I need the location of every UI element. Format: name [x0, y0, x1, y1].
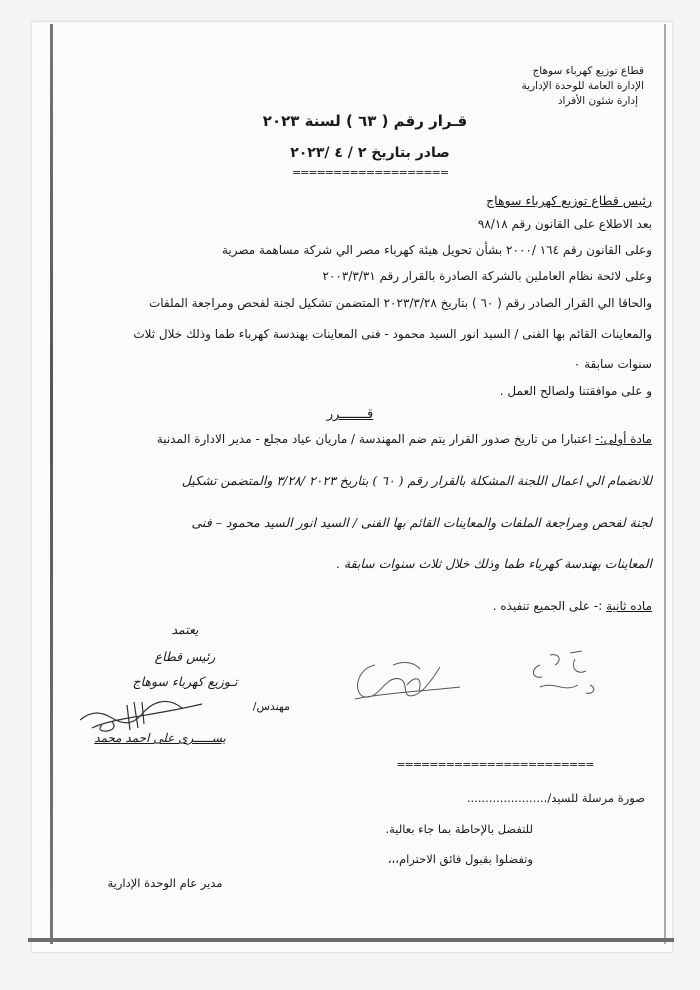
article-1-line-1: [157, 432, 652, 446]
scan-edge-left: [50, 24, 53, 944]
decision-date: صادر بتاريخ ٢ / ٤ /٢٠٢٣: [290, 145, 450, 161]
header-line-2: الإدارة العامة للوحدة الإدارية: [521, 80, 644, 92]
article-2-label: ماده ثانية: [606, 599, 652, 613]
scan-edge-bottom: [28, 938, 674, 942]
article-1-line-3: لجنة لفحص ومراجعة الملفات والمعاينات القائم بها الفنى / السيد انور السيد محمود – فنى: [191, 515, 652, 530]
approval-title-1: رئيس قطاع: [154, 649, 216, 664]
preamble-line-7: و على موافقتنا ولصالح العمل .: [499, 384, 652, 398]
footer-rule: ========================: [396, 758, 594, 771]
header-line-1: قطاع توزيع كهرباء سوهاج: [532, 65, 644, 77]
preamble-line-1: بعد الاطلاع على القانون رقم ٩٨/١٨: [477, 217, 652, 231]
article-1-label: مادة أولى:-: [595, 432, 652, 446]
preamble-line-2: وعلى القانون رقم ١٦٤ /٢٠٠٠ بشأن تحويل هيئة كهرباء مصر الي شركة مساهمة مصرية: [221, 243, 652, 257]
approval-title-2: تـوزيع كهرباء سوهاج: [132, 674, 238, 689]
preamble-line-5: والمعاينات القائم بها الفنى / السيد انور السيد محمود - فنى المعاينات بهندسة كهرباء طما وذلك خلال ثلاث: [133, 327, 652, 341]
approval-label: يعتمد: [171, 622, 199, 637]
article-1-text-1: اعتبارا من تاريخ صدور القرار يتم ضم المهندسة / ماريان عياد مجلع - مدير الادارة المدنية: [156, 432, 592, 446]
decision-title: قـرار رقم ( ٦٣ ) لسنة ٢٠٢٣: [262, 112, 468, 130]
engineer-prefix: مهندس/: [252, 700, 290, 713]
preamble-line-6: سنوات سابقة ٠: [573, 357, 652, 371]
article-2-text: :- على الجميع تنفيذه .: [492, 599, 603, 613]
decides-heading: قـــــــرر: [326, 407, 374, 422]
general-manager: مدير عام الوحدة الإدارية: [107, 876, 223, 890]
closing-regards: وتفضلوا بقبول فائق الاحترام،،،: [387, 852, 533, 866]
header-line-3: إدارة شئون الأفراد: [557, 95, 638, 107]
article-2-line: [493, 599, 652, 613]
title-rule: ===================: [291, 166, 449, 179]
preamble-line-4: والحاقا الي القرار الصادر رقم ( ٦٠ ) بتاريخ ٢٠٢٣/٣/٢٨ المتضمن تشكيل لجنة لفحص ومراجعة الملفات: [148, 296, 652, 310]
article-1-line-2: للانضمام الي اعمال اللجنة المشكلة بالقرار رقم ( ٦٠ ) بتاريخ ٢٠٢٣ /٣/٢٨ والمتضمن تشكيل: [181, 473, 652, 488]
org-header: [522, 64, 644, 109]
copy-to: صورة مرسلة للسيد/......................: [466, 791, 645, 805]
preamble-line-3: وعلى لائحة نظام العاملين بالشركة الصادرة بالقرار رقم ٢٠٠٣/٣/٣١: [322, 269, 652, 283]
article-1-line-4: المعاينات بهندسة كهرباء طما وذلك خلال ثلاث سنوات سابقة .: [335, 556, 652, 571]
approver-signature: [72, 690, 222, 740]
issuer-heading: رئيس قطاع توزيع كهرباء سوهاج: [486, 193, 652, 208]
kindly-note: للتفضل بالإحاطة بما جاء بعالية.: [385, 822, 533, 836]
reviewer-signature-1: [345, 655, 465, 715]
approver-name: يســـــرى على احمد محمد: [94, 731, 226, 745]
reviewer-signature-2: [520, 645, 610, 700]
scan-edge-right: [664, 24, 666, 944]
